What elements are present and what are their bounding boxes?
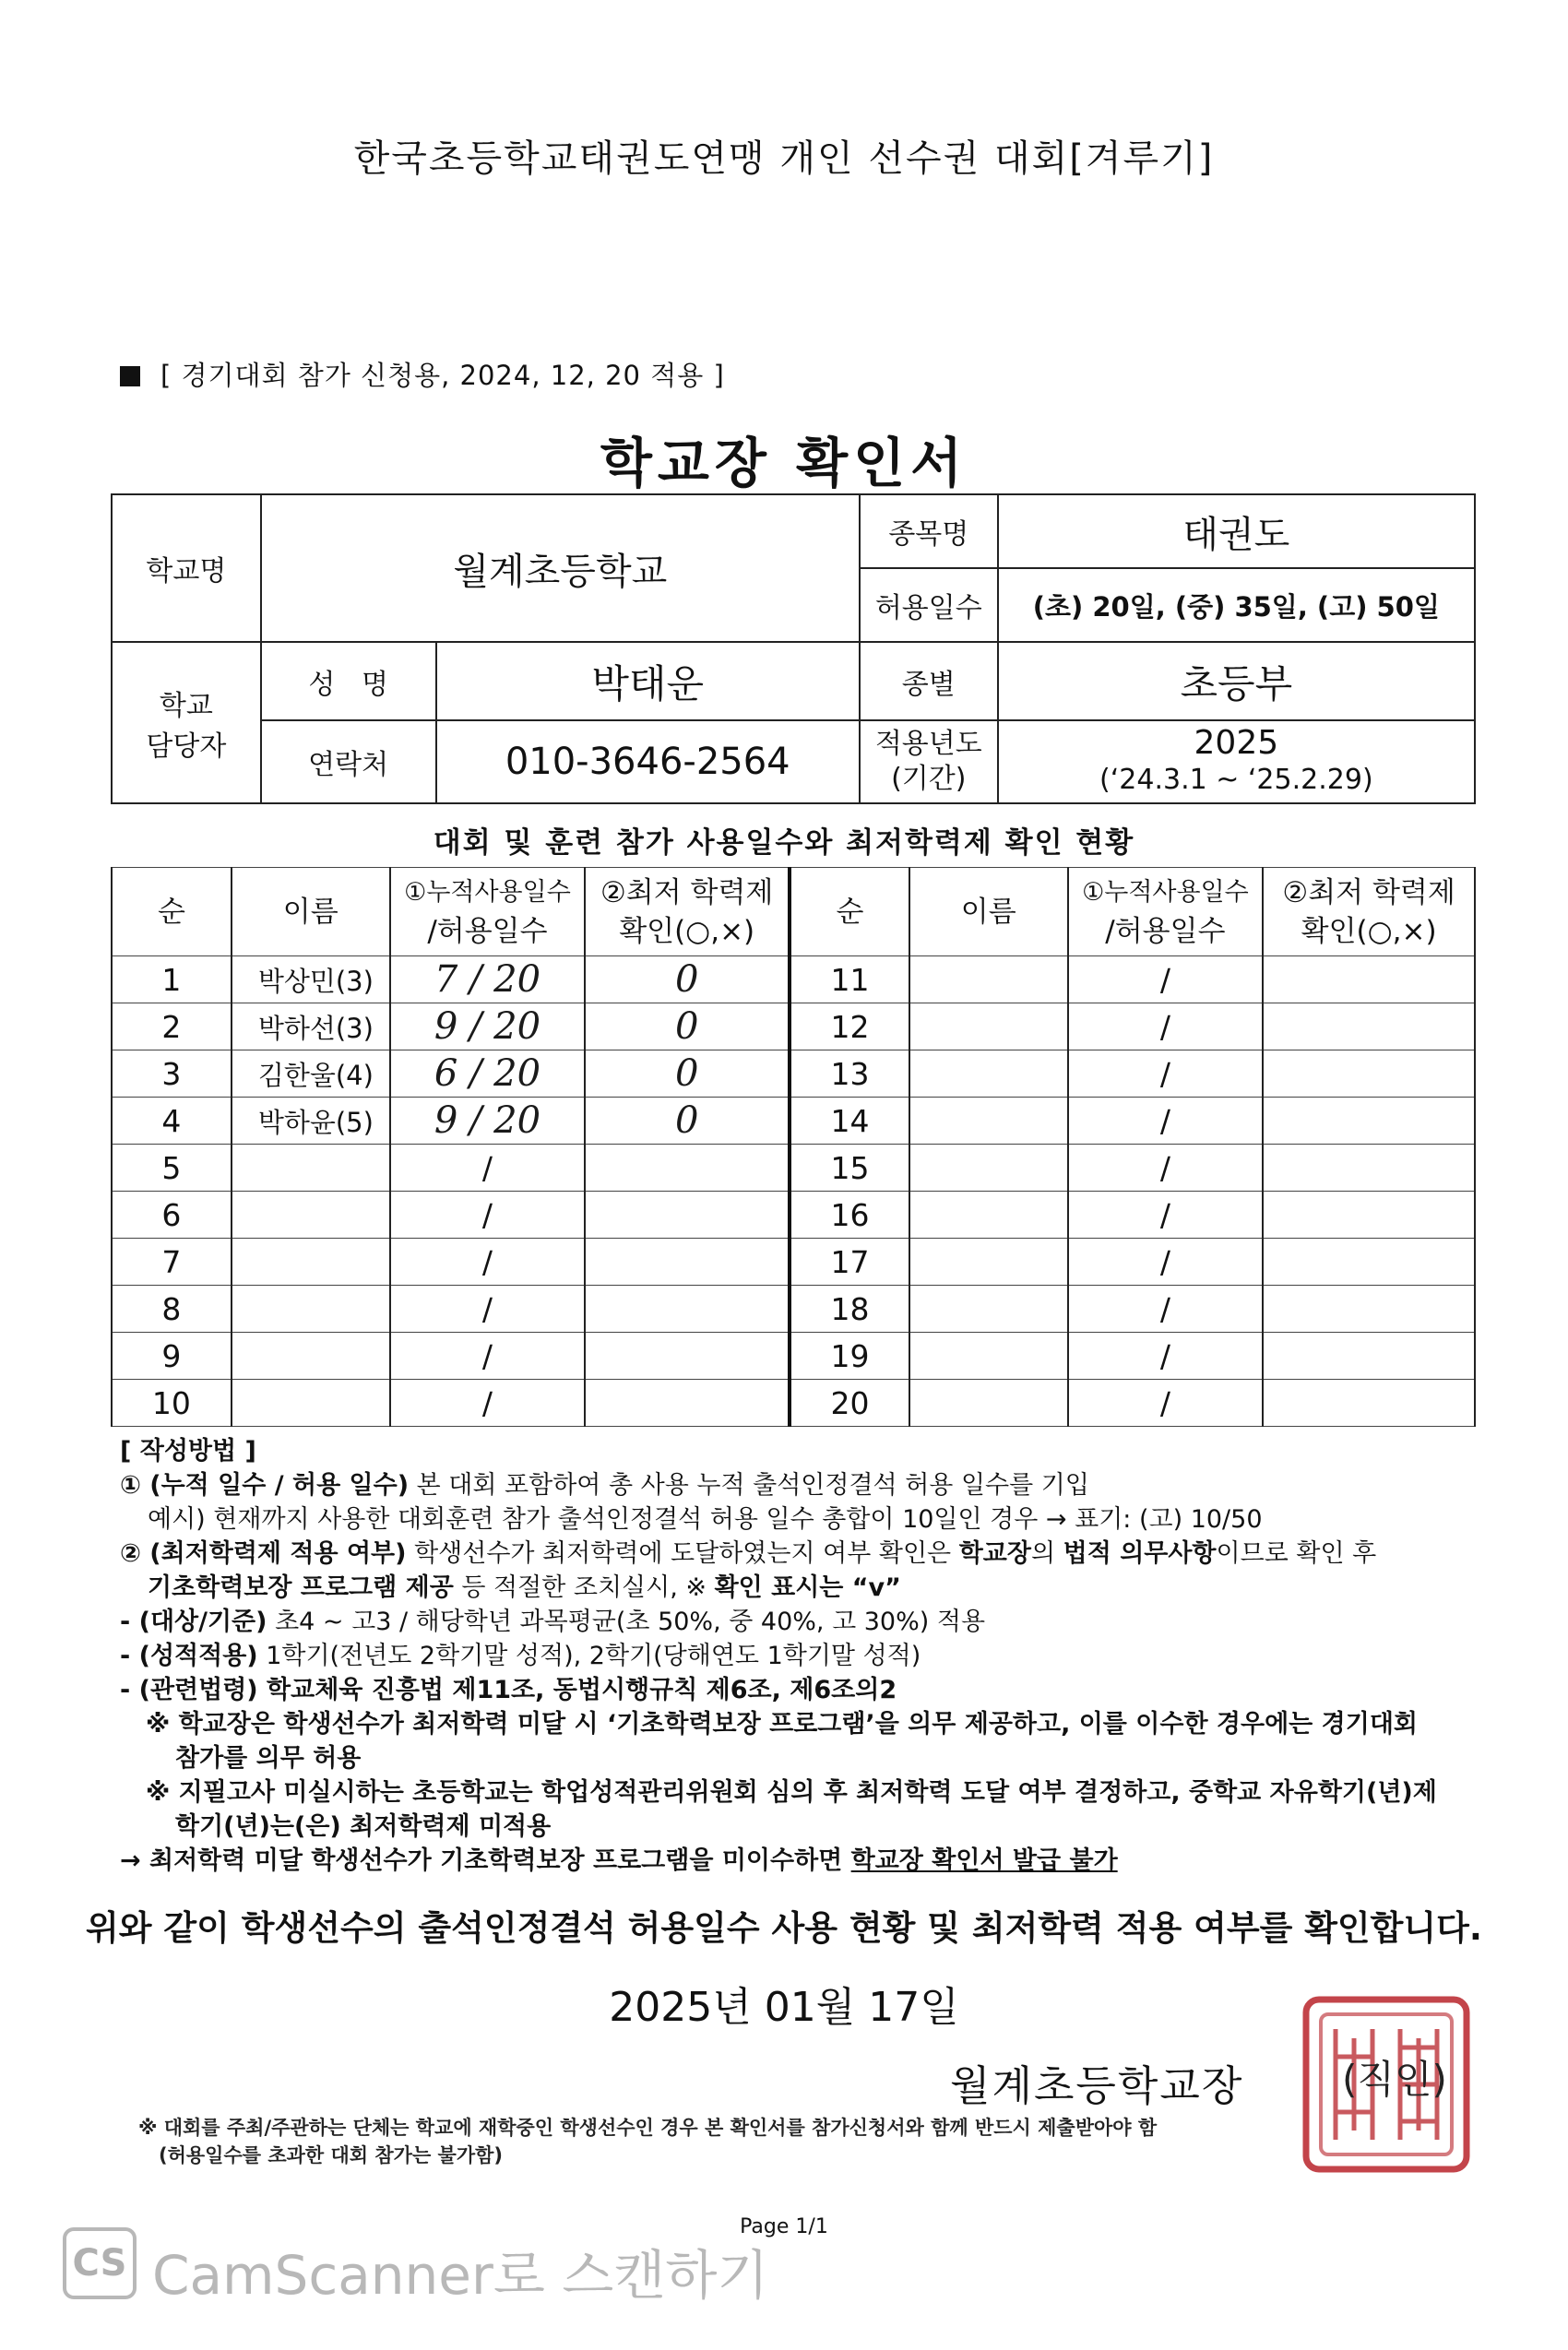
- method-line-10: ※ 지필고사 미실시하는 초등학교는 학업성적관리위원회 심의 후 최저학력 도달 여부 결정하고, 중학교 자유학기(년)제: [146, 1778, 1437, 1807]
- cell-days: 9 / 20: [390, 1098, 586, 1145]
- athlete-list-table: [111, 867, 1476, 1427]
- cell-no: 19: [790, 1333, 909, 1380]
- cell-days: /: [1068, 1145, 1264, 1192]
- cell-no: 18: [790, 1286, 909, 1333]
- cell-days: /: [390, 1145, 586, 1192]
- cell-check: 0: [585, 1003, 790, 1050]
- contact-value: 010-3646-2564: [436, 720, 860, 803]
- cell-name: [909, 956, 1068, 1003]
- division-label: 종별: [860, 642, 998, 720]
- cell-name: [232, 1192, 390, 1239]
- table-row: [112, 1333, 1475, 1380]
- method-line-7: - (관련법령) 학교체육 진흥법 제11조, 동법시행규칙 제6조, 제6조의2: [120, 1676, 897, 1704]
- cell-no: 6: [112, 1192, 232, 1239]
- school-info-table: [111, 493, 1476, 804]
- writing-method: [120, 1434, 1476, 1878]
- method-line-11: 학기(년)는(은) 최저학력제 미적용: [175, 1812, 552, 1841]
- athlete-list-body: [112, 956, 1475, 1427]
- method-line-8: ※ 학교장은 학생선수가 최저학력 미달 시 ‘기초학력보장 프로그램’을 의무 제공하고, 이를 이수한 경우에는 경기대회: [146, 1710, 1418, 1739]
- manager-name: 박태운: [436, 642, 860, 720]
- cell-check: [585, 1333, 790, 1380]
- cell-no: 15: [790, 1145, 909, 1192]
- table-row: [112, 1145, 1475, 1192]
- header-days-2: ①누적사용일수 /허용일수: [1068, 868, 1264, 956]
- cell-no: 12: [790, 1003, 909, 1050]
- application-note: [120, 355, 725, 393]
- header-no: 순: [112, 868, 232, 956]
- cell-days: /: [390, 1239, 586, 1286]
- cell-check: [585, 1145, 790, 1192]
- cell-days: /: [1068, 1050, 1264, 1098]
- cell-check: [1263, 1145, 1475, 1192]
- page-number: Page 1/1: [740, 2215, 828, 2238]
- cell-name: [909, 1098, 1068, 1145]
- cell-days: /: [1068, 1239, 1264, 1286]
- cell-check: [1263, 1098, 1475, 1145]
- cell-name: [909, 1145, 1068, 1192]
- cell-days: /: [1068, 1192, 1264, 1239]
- square-bullet-icon: [120, 366, 140, 386]
- cell-no: 1: [112, 956, 232, 1003]
- cell-check: 0: [585, 956, 790, 1003]
- cell-check: 0: [585, 1050, 790, 1098]
- cell-check: [1263, 1239, 1475, 1286]
- cell-check: [585, 1239, 790, 1286]
- footnote-line-1: ※ 대회를 주최/주관하는 단체는 학교에 재학중인 학생선수인 경우 본 확인서를 참가신청서와 함께 반드시 제출받아야 함: [138, 2117, 1158, 2139]
- year-value-cell: [998, 720, 1475, 803]
- cell-check: [1263, 956, 1475, 1003]
- cell-no: 10: [112, 1380, 232, 1427]
- cell-no: 7: [112, 1239, 232, 1286]
- header-days: ①누적사용일수 /허용일수: [390, 868, 586, 956]
- table-row: [112, 1098, 1475, 1145]
- year-value: 2025: [1194, 724, 1279, 762]
- cell-name: 박상민(3): [232, 956, 390, 1003]
- cell-name: [909, 1003, 1068, 1050]
- cell-name: [909, 1333, 1068, 1380]
- cell-check: 0: [585, 1098, 790, 1145]
- table-row: [112, 956, 1475, 1003]
- confirmation-statement: 위와 같이 학생선수의 출석인정결석 허용일수 사용 현황 및 최저학력 적용 여부를 확인합니다.: [86, 1908, 1482, 1948]
- school-name: 월계초등학교: [261, 494, 860, 642]
- cell-days: /: [390, 1192, 586, 1239]
- camscanner-watermark: CamScanner로 스캔하기: [152, 2244, 769, 2307]
- header-name: 이름: [232, 868, 390, 956]
- cell-days: /: [1068, 1003, 1264, 1050]
- method-line-6: - (성적적용) 1학기(전년도 2학기말 성적), 2학기(당해연도 1학기말 성적): [120, 1642, 921, 1670]
- status-title: 대회 및 훈련 참가 사용일수와 최저학력제 확인 현황: [433, 826, 1135, 860]
- allowed-days-value: (초) 20일, (중) 35일, (고) 50일: [998, 568, 1475, 642]
- method-line-9: 참가를 의무 허용: [175, 1744, 362, 1773]
- method-title: [ 작성방법 ]: [120, 1437, 256, 1466]
- cell-no: 8: [112, 1286, 232, 1333]
- method-line-3: ② (최저학력제 적용 여부) 학생선수가 최저학력에 도달하였는지 여부 확인은 학교장의 법적 의무사항이므로 확인 후: [120, 1539, 1377, 1568]
- cell-days: /: [1068, 1286, 1264, 1333]
- cell-name: [232, 1380, 390, 1427]
- cell-name: [232, 1286, 390, 1333]
- contact-label: 연락처: [261, 720, 436, 803]
- cell-no: 2: [112, 1003, 232, 1050]
- method-line-2: 예시) 현재까지 사용한 대회훈련 참가 출석인정결석 허용 일수 총합이 10일인 경우 → 표기: (고) 10/50: [148, 1505, 1263, 1534]
- cell-no: 16: [790, 1192, 909, 1239]
- cell-check: [1263, 1333, 1475, 1380]
- seal-label: (직인): [1342, 2057, 1447, 2102]
- header-check-2: ②최저 학력제 확인(○,×): [1263, 868, 1475, 956]
- issue-date: 2025년 01월 17일: [609, 1984, 959, 2031]
- header-name-2: 이름: [909, 868, 1068, 956]
- year-label: 적용년도 (기간): [860, 720, 998, 803]
- cell-days: 9 / 20: [390, 1003, 586, 1050]
- cell-days: /: [390, 1380, 586, 1427]
- cell-no: 3: [112, 1050, 232, 1098]
- manager-label: 학교 담당자: [112, 642, 261, 803]
- cell-check: [1263, 1192, 1475, 1239]
- header-no-2: 순: [790, 868, 909, 956]
- cell-name: 박하윤(5): [232, 1098, 390, 1145]
- cell-name: [909, 1286, 1068, 1333]
- cell-check: [1263, 1003, 1475, 1050]
- method-line-4: 기초학력보장 프로그램 제공 등 적절한 조치실시, ※ 확인 표시는 “v”: [148, 1573, 901, 1602]
- table-row: [112, 1380, 1475, 1427]
- event-label: 종목명: [860, 494, 998, 568]
- camscanner-logo-icon: CS: [63, 2227, 137, 2299]
- cell-days: /: [1068, 1098, 1264, 1145]
- method-line-1: ① (누적 일수 / 허용 일수) 본 대회 포함하여 총 사용 누적 출석인정결석 허용 일수를 기입: [120, 1471, 1089, 1500]
- table-row: [112, 1003, 1475, 1050]
- cell-name: [909, 1192, 1068, 1239]
- cell-no: 13: [790, 1050, 909, 1098]
- cell-check: [585, 1380, 790, 1427]
- footnote-line-2: (허용일수를 초과한 대회 참가는 불가함): [159, 2144, 504, 2166]
- cell-name: [232, 1333, 390, 1380]
- table-row: [112, 1192, 1475, 1239]
- table-header-row: [112, 868, 1475, 956]
- document-title: 학교장 확인서: [600, 432, 968, 494]
- cell-name: [909, 1239, 1068, 1286]
- table-row: [112, 1286, 1475, 1333]
- competition-title: 한국초등학교태권도연맹 개인 선수권 대회[겨루기]: [353, 137, 1215, 180]
- cell-no: 9: [112, 1333, 232, 1380]
- method-line-12: → 최저학력 미달 학생선수가 기초학력보장 프로그램을 미이수하면 학교장 확인서 발급 불가: [120, 1846, 1118, 1875]
- event-name: 태권도: [998, 494, 1475, 568]
- cell-check: [585, 1286, 790, 1333]
- cell-check: [1263, 1050, 1475, 1098]
- cell-days: 7 / 20: [390, 956, 586, 1003]
- cell-days: /: [390, 1286, 586, 1333]
- cell-no: 5: [112, 1145, 232, 1192]
- cell-name: 박하선(3): [232, 1003, 390, 1050]
- school-label: 학교명: [112, 494, 261, 642]
- principal-name: 월계초등학교장: [950, 2061, 1244, 2110]
- cell-no: 17: [790, 1239, 909, 1286]
- cell-no: 20: [790, 1380, 909, 1427]
- division-value: 초등부: [998, 642, 1475, 720]
- cell-check: [1263, 1380, 1475, 1427]
- cell-no: 11: [790, 956, 909, 1003]
- cell-name: [232, 1239, 390, 1286]
- application-note-text: [ 경기대회 참가 신청용, 2024, 12, 20 적용 ]: [160, 360, 725, 391]
- cell-no: 4: [112, 1098, 232, 1145]
- footnote: [138, 2114, 1476, 2169]
- cell-name: [232, 1145, 390, 1192]
- cell-days: /: [1068, 1380, 1264, 1427]
- header-check: ②최저 학력제 확인(○,×): [585, 868, 790, 956]
- table-row: [112, 1239, 1475, 1286]
- cell-check: [585, 1192, 790, 1239]
- allowed-days-label: 허용일수: [860, 568, 998, 642]
- cell-days: /: [1068, 1333, 1264, 1380]
- table-row: [112, 1050, 1475, 1098]
- cell-name: [909, 1050, 1068, 1098]
- cell-check: [1263, 1286, 1475, 1333]
- manager-name-label: 성 명: [261, 642, 436, 720]
- cell-days: /: [1068, 956, 1264, 1003]
- period-value: (‘24.3.1 ~ ‘25.2.29): [1099, 764, 1373, 796]
- cell-no: 14: [790, 1098, 909, 1145]
- cell-name: 김한울(4): [232, 1050, 390, 1098]
- method-line-5: - (대상/기준) 초4 ~ 고3 / 해당학년 과목평균(초 50%, 중 40%, 고 30%) 적용: [120, 1608, 986, 1636]
- cell-days: /: [390, 1333, 586, 1380]
- cell-name: [909, 1380, 1068, 1427]
- cell-days: 6 / 20: [390, 1050, 586, 1098]
